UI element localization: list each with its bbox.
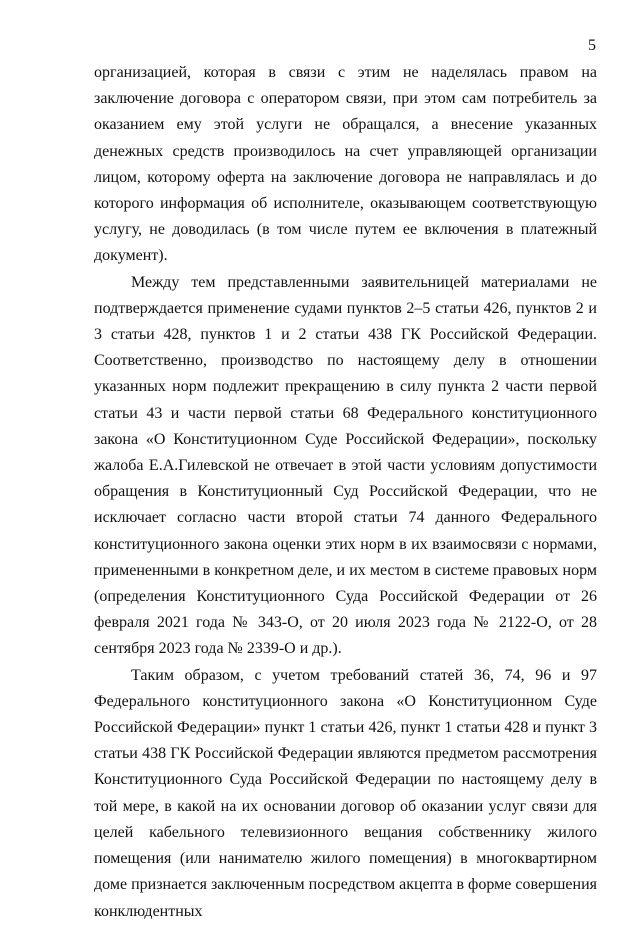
paragraph-1: организацией, которая в связи с этим не наделялась правом на заключение договора с оператором связи, при этом сам потребитель за оказанием ему этой услуги не обращался, а внесение указанных денежных средств производилось на счет управляющей организации лицом, которому оферта на заключение договора не направлялась и до которого информация об исполнителе, оказывающем соответствующую услугу, не доводилась (в том числе путем ее включения в платежный документ). — [94, 64, 597, 265]
document-body — [94, 60, 597, 925]
page-number: 5 — [588, 37, 596, 54]
paragraph-3: Таким образом, с учетом требований статей 36, 74, 96 и 97 Федерального конституционного закона «О Конституционном Суде Российской Федерации» пункт 1 статьи 426, пункт 1 статьи 428 и пункт 3 статьи 438 ГК Российской Федерации являются предметом рассмотрения Конституционного Суда Российской Федерации по настоящему делу в той мере, в какой на их основании договор об оказании услуг связи для целей кабельного телевизионного вещания собственнику жилого помещения (или нанимателю жилого помещения) в многоквартирном доме признается заключенным посредством акцепта в форме совершения конклюдентных — [94, 666, 597, 920]
paragraph-2: Между тем представленными заявительницей материалами не подтверждается применение судами пунктов 2–5 статьи 426, пунктов 2 и 3 статьи 428, пунктов 1 и 2 статьи 438 ГК Российской Федерации. Соответственно, производство по настоящему делу в отношении указанных норм подлежит прекращению в силу пункта 2 части первой статьи 43 и части первой статьи 68 Федерального конституционного закона «О Конституционном Суде Российской Федерации», поскольку жалоба Е.А.Гилевской не отвечает в этой части условиям допустимости обращения в Конституционный Суд Российской Федерации, что не исключает согласно части второй статьи 74 данного Федерального конституционного закона оценки этих норм в их взаимосвязи с нормами, примененными в конкретном деле, и их местом в системе правовых норм (определения Конституционного Суда Российской Федерации от 26 февраля 2021 года № 343-О, от 20 июля 2023 года № 2122-О, от 28 сентября 2023 года № 2339-О и др.). — [94, 273, 597, 658]
